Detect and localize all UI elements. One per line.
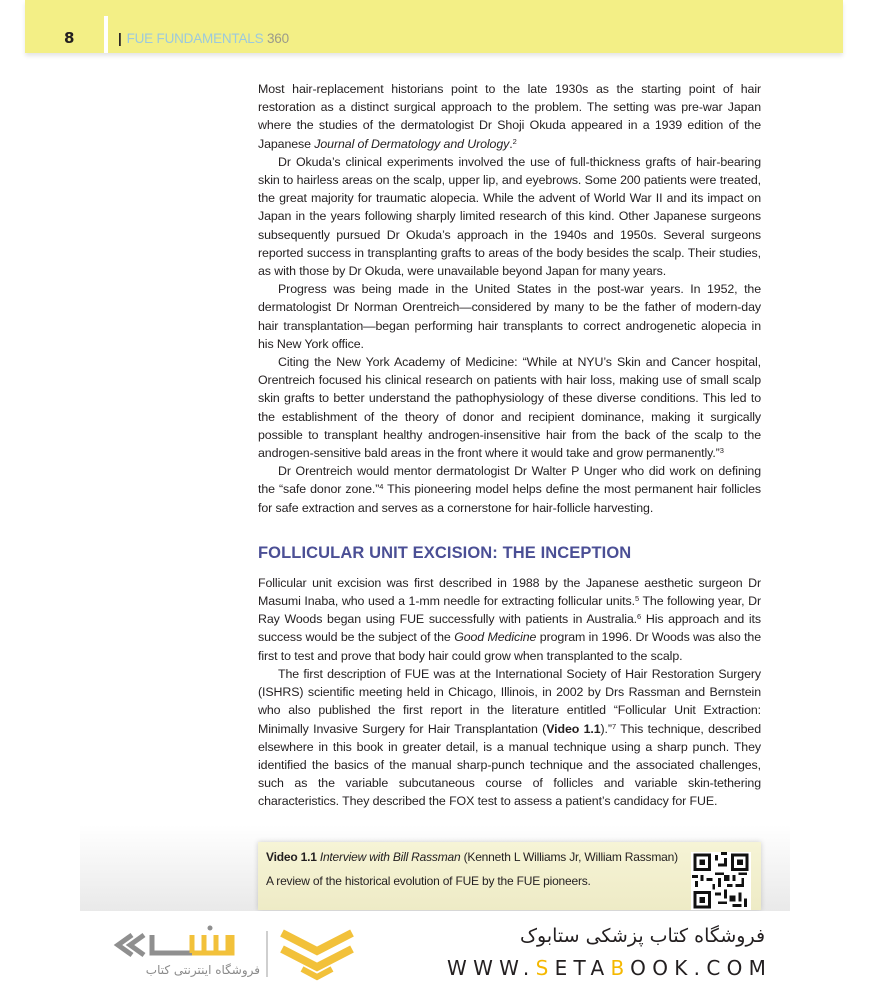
journal-title: Journal of Dermatology and Urology	[314, 136, 510, 151]
paragraph: Citing the New York Academy of Medicine: “While at NYU’s Skin and Cancer hospital, Orentreich focused his clinical research on patients with hair loss, making use of small scalp skin grafts to better understand the pathophysiology of these diverse conditions. This led to the establishment of the theory of donor and recipient dominance, making it surgically possible to transplant healthy androgen-insensitive hair from the back of the scalp to the androgen-sensitive bald areas in the front where it would take and grow permanently.”$^3$	[258, 355, 761, 461]
video-description: A review of the historical evolution of FUE by the FUE pioneers.	[266, 874, 591, 888]
citation-ref[interactable]: 2	[512, 136, 517, 146]
citation-ref[interactable]: 4	[379, 482, 384, 492]
paragraph: Follicular unit excision was first described in 1988 by the Japanese aesthetic surgeon Dr Masumi Inaba, who used a 1-mm needle for extracting follicular units.$^5$ The following year, Dr Ray Woods began using FUE successfully with patients in Australia.$^6$ His approach and its success would be the subject of the Good Medicine program in 1996. Dr Woods was also the first to test and prove that body hair could grow when transplanted to the scalp.	[258, 575, 761, 663]
video-title	[266, 850, 678, 864]
paragraph: The first description of FUE was at the International Society of Hair Restoration Surgery (ISHRS) scientific meeting held in Chicago, Illinois, in 2002 by Drs Rassman and Bernstein who also published the first report in the literature entitled “Follicular Unit Extraction: Minimally Invasive Surgery for Hair Transplantation (Video 1.1).”$^7$ This technique, described elsewhere in this book in greater detail, is a manual technique using a sharp punch. They identified the basics of the manual sharp-punch technique and the associated challenges, such as the variable subcutaneous course of follicles and variable skin-tethering characteristics. They described the FOX test to assess a patient’s candidacy for FUE.	[258, 666, 761, 809]
logo-tagline: فروشگاه اینترنتی کتاب	[145, 963, 260, 977]
citation-ref[interactable]: 6	[637, 612, 642, 622]
spacer	[258, 517, 761, 542]
video-reference[interactable]: Video 1.1	[546, 721, 601, 736]
paragraph: Most hair-replacement historians point to the late 1930s as the starting point of hair restoration as a distinct surgical approach to the problem. The setting was pre-war Japan where the studies of the dermatologist Dr Shoji Okuda appeared in a 1939 edition of the Japanese Journal of Dermatology and Urology.$^2$	[258, 82, 761, 151]
header-divider	[104, 16, 108, 53]
store-name: فروشگاه کتاب پزشکی ستابوک	[520, 925, 766, 947]
running-head-bar: |	[118, 31, 122, 46]
qr-code-icon[interactable]	[691, 852, 751, 910]
video-label: Video 1.1	[266, 850, 317, 864]
citation-ref[interactable]: 3	[719, 446, 724, 456]
site-url-link[interactable]: WWW.SETABOOK.COM	[447, 956, 773, 980]
video-credits: (Kenneth L Williams Jr, William Rassman)	[463, 850, 678, 864]
setabook-logo	[112, 925, 362, 985]
page-number: 8	[64, 29, 75, 47]
body-text-column	[258, 80, 761, 811]
video-callout[interactable]	[258, 842, 761, 910]
paragraph: Progress was being made in the United States in the post-war years. In 1952, the dermatologist Dr Norman Orentreich—considered by many to be the father of modern-day hair transplantation—began performing hair transplants to correct androgenetic alopecia in his New York office.	[258, 282, 761, 351]
running-head	[118, 31, 289, 46]
book-title: FUE FUNDAMENTALS	[126, 31, 264, 46]
paragraph: Dr Orentreich would mentor dermatologist Dr Walter P Unger who did work on defining the “safe donor zone.”$^4$ This pioneering model helps define the most permanent hair follicles for safe extraction and serves as a cornerstone for hair-follicle harvesting.	[258, 464, 762, 515]
program-title: Good Medicine	[454, 630, 537, 645]
video-name: Interview with Bill Rassman	[319, 850, 461, 864]
book-edition: 360	[266, 31, 289, 46]
paragraph: Dr Okuda’s clinical experiments involved the use of full-thickness grafts of hair-bearing skin to hairless areas on the scalp, upper lip, and eyebrows. Some 200 patients were treated, the great majority for traumatic alopecia. While the advent of World War II and its impact on Japan in the years following sharply limited research of this kind. Other Japanese surgeons subsequently pursued Dr Okuda’s approach in the 1940s and 1950s. Several surgeons reported success in transplanting grafts to areas of the body besides the scalp. Their studies, as with those by Dr Okuda, were unavailable beyond Japan for many years.	[258, 154, 761, 279]
section-heading: FOLLICULAR UNIT EXCISION: THE INCEPTION	[258, 543, 632, 562]
citation-ref[interactable]: 5	[634, 594, 640, 604]
citation-ref[interactable]: 7	[611, 721, 617, 731]
spacer	[258, 564, 761, 574]
